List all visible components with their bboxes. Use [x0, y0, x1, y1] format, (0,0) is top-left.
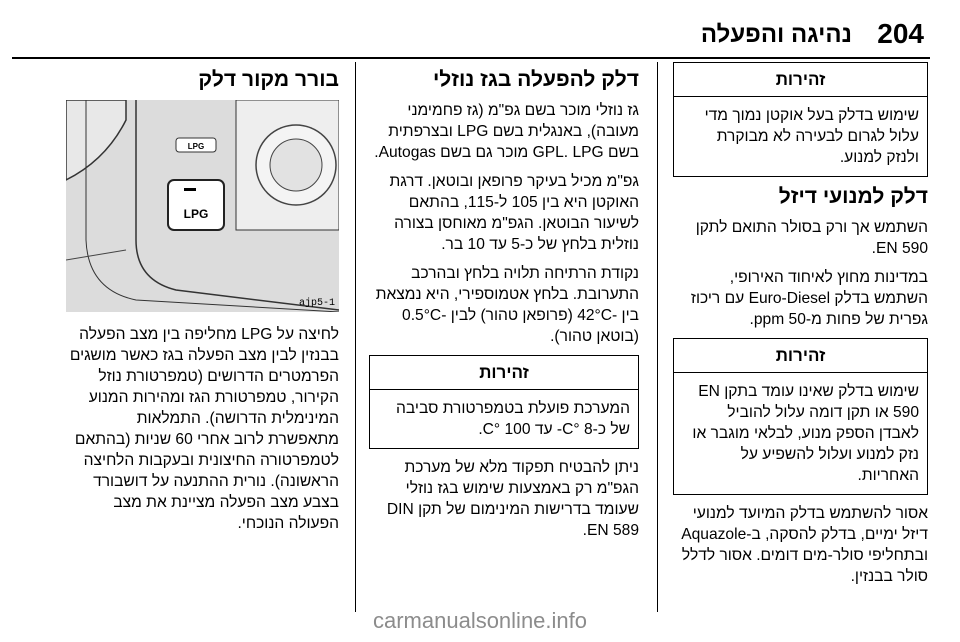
section-heading-diesel: דלק למנועי דיזל: [778, 185, 928, 208]
warning-text: המערכת פועלת בטמפרטורת סביבה של כ-8 °C- עד 100 °C.: [396, 400, 630, 438]
paragraph: נקודת הרתיחה תלויה בלחץ ובהרכב התערובת. בלחץ אטמוספירי, היא נמצאת בין -42°C (פרופאן טהור) לבין -0.5°C (בוטאן טהור).: [375, 265, 639, 345]
paragraph: השתמש אך ורק בסולר התואם לתקן EN 590.: [695, 219, 928, 257]
watermark: carmanualsonline.info: [372, 608, 588, 633]
warning-text: שימוש בדלק שאינו עומד בתקן EN 590 או תקן דומה עלול להוביל לאבדן הספק מנוע, לבלאי מוגבר או נזק למנוע ועלול להשפיע על האחריות.: [692, 383, 919, 484]
warning-title: זהירות: [370, 356, 638, 390]
section-heading-selector: בורר מקור דלק: [198, 68, 339, 91]
dashboard-drawing: [66, 100, 339, 312]
header-rule: [12, 57, 930, 59]
small-lpg-label: LPG: [187, 142, 205, 151]
page-number: 204: [877, 18, 924, 49]
paragraph: גפ"מ מכיל בעיקר פרופאן ובוטאן. דרגת האוקטן היא בין 105 ל-115, בהתאם לשיעור הבוטאן. הגפ"מ מאוחסן בצורה נוזלית בלחץ של כ-5 עד 10 בר.: [389, 173, 639, 253]
warning-title: זהירות: [674, 63, 927, 97]
column-right: [673, 62, 928, 595]
warning-box: [369, 355, 639, 449]
lpg-button-illustration: [66, 100, 339, 312]
column-divider-left: [355, 62, 356, 612]
paragraph: גז נוזלי מוכר בשם גפ"מ (גז פחמימני מעובה), באנגלית בשם LPG ובצרפתית בשם GPL. LPG מוכר גם בשם Autogas.: [374, 102, 639, 161]
page-header: [0, 0, 960, 62]
warning-text: שימוש בדלק בעל אוקטן נמוך מדי עלול לגרום לבעירה לא מבוקרת ולנזק למנוע.: [704, 107, 919, 166]
warning-box: [673, 338, 928, 495]
paragraph: במדינות מחוץ לאיחוד האירופי, השתמש בדלק Euro-Diesel עם ריכוז גפרית של פחות מ-50 ppm.: [690, 269, 928, 328]
warning-title: זהירות: [674, 339, 927, 373]
paragraph: לחיצה על LPG מחליפה בין מצב הפעלה בבנזין לבין מצב הפעלה בגז כאשר מושגים הפרמטרים הדרושים (טמפרטורת נוזל הקירור, טמפרטורת הגז ומהירות המנוע המינימלית הדרושה). התמלאות מתאפשרת לרוב אחרי 60 שניות (בהתאם לטמפרטורה החיצונית ובעקבות הלחיצה הראשונה). נורית ההתנעה על דושבורד בצבע מצב הפעלה מציינת את מצב הפעולה הנוכחי.: [69, 326, 339, 532]
warning-box: [673, 62, 928, 177]
column-divider-right: [657, 62, 658, 612]
running-title: נהיגה והפעלה: [700, 21, 852, 48]
column-left: [66, 62, 339, 542]
paragraph: אסור להשתמש בדלק המיועד למנועי דיזל ימיים, בדלק להסקה, ב-Aquazole ובתחליפי סולר-מים דומים. אסור לדלל סולר בבנזין.: [681, 505, 928, 585]
lpg-button-label: LPG: [183, 207, 209, 221]
paragraph: ניתן להבטיח תפקוד מלא של מערכת הגפ"מ רק באמצעות שימוש בגז נוזלי שעומד בדרישות המינימום של תקן DIN EN 589.: [386, 459, 639, 539]
column-middle: [369, 62, 639, 549]
figure-id: ajp5-1: [298, 298, 335, 309]
section-heading-lpg: דלק להפעלה בגז נוזלי: [432, 68, 639, 91]
